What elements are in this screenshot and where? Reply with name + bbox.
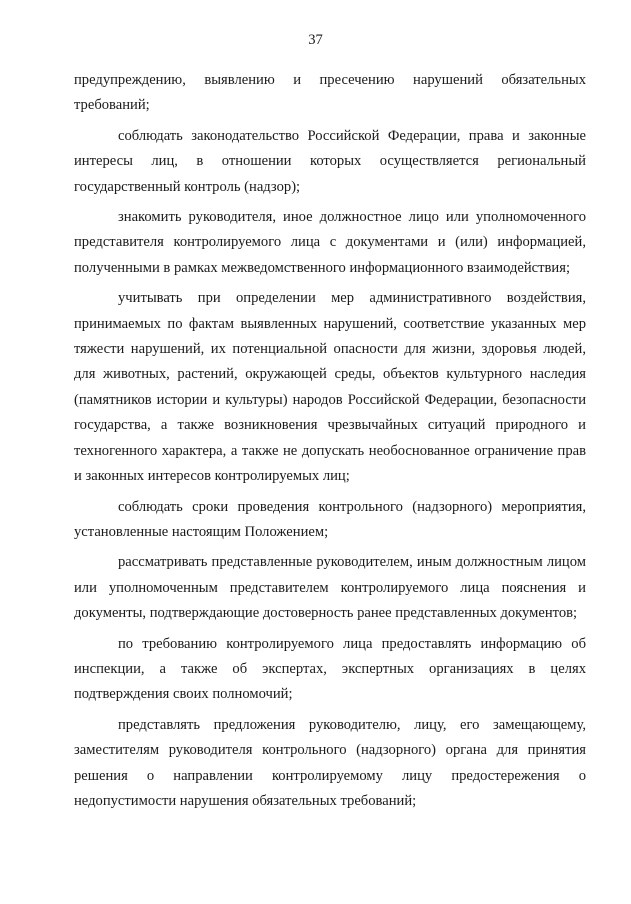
paragraph-6: рассматривать представленные руководителем, иным должностным лицом или уполномоченным представителем контролируемого лица пояснения и документы, подтверждающие достоверность ранее представленных документов; [74, 554, 586, 622]
paragraph-8: представлять предложения руководителю, лицу, его замещающему, заместителям руководителя контрольного (надзорного) органа для принятия решения о направлении контролируемому лицу предостережения о недопустимости нарушения обязательных требований; [74, 716, 586, 809]
paragraph-7: по требованию контролируемого лица предоставлять информацию об инспекции, а также об экспертах, экспертных организациях в целях подтверждения своих полномочий; [74, 635, 586, 703]
paragraph-2: соблюдать законодательство Российской Федерации, права и законные интересы лиц, в отношении которых осуществляется региональный государственный контроль (надзор); [74, 127, 586, 195]
paragraph-1: предупреждению, выявлению и пресечению нарушений обязательных требований; [74, 72, 586, 114]
paragraph-5: соблюдать сроки проведения контрольного (надзорного) мероприятия, установленные настоящим Положением; [74, 498, 586, 540]
body-text [74, 68, 586, 819]
paragraph-3: знакомить руководителя, иное должностное лицо или уполномоченного представителя контролируемого лица с документами и (или) информацией, полученными в рамках межведомственного информационного взаимодействия; [74, 209, 586, 276]
page-number: 37 [308, 32, 323, 48]
paragraph-4: учитывать при определении мер административного воздействия, принимаемых по фактам выявленных нарушений, соответствие указанных мер тяжести нарушений, их потенциальной опасности для жизни, здоровья людей, для животных, растений, окружающей среды, объектов культурного наследия (памятников истории и культуры) народов Российской Федерации, безопасности государства, а также возникновения чрезвычайных ситуаций природного и техногенного характера, а также не допускать необоснованное ограничение прав и законных интересов контролируемых лиц; [74, 290, 586, 485]
